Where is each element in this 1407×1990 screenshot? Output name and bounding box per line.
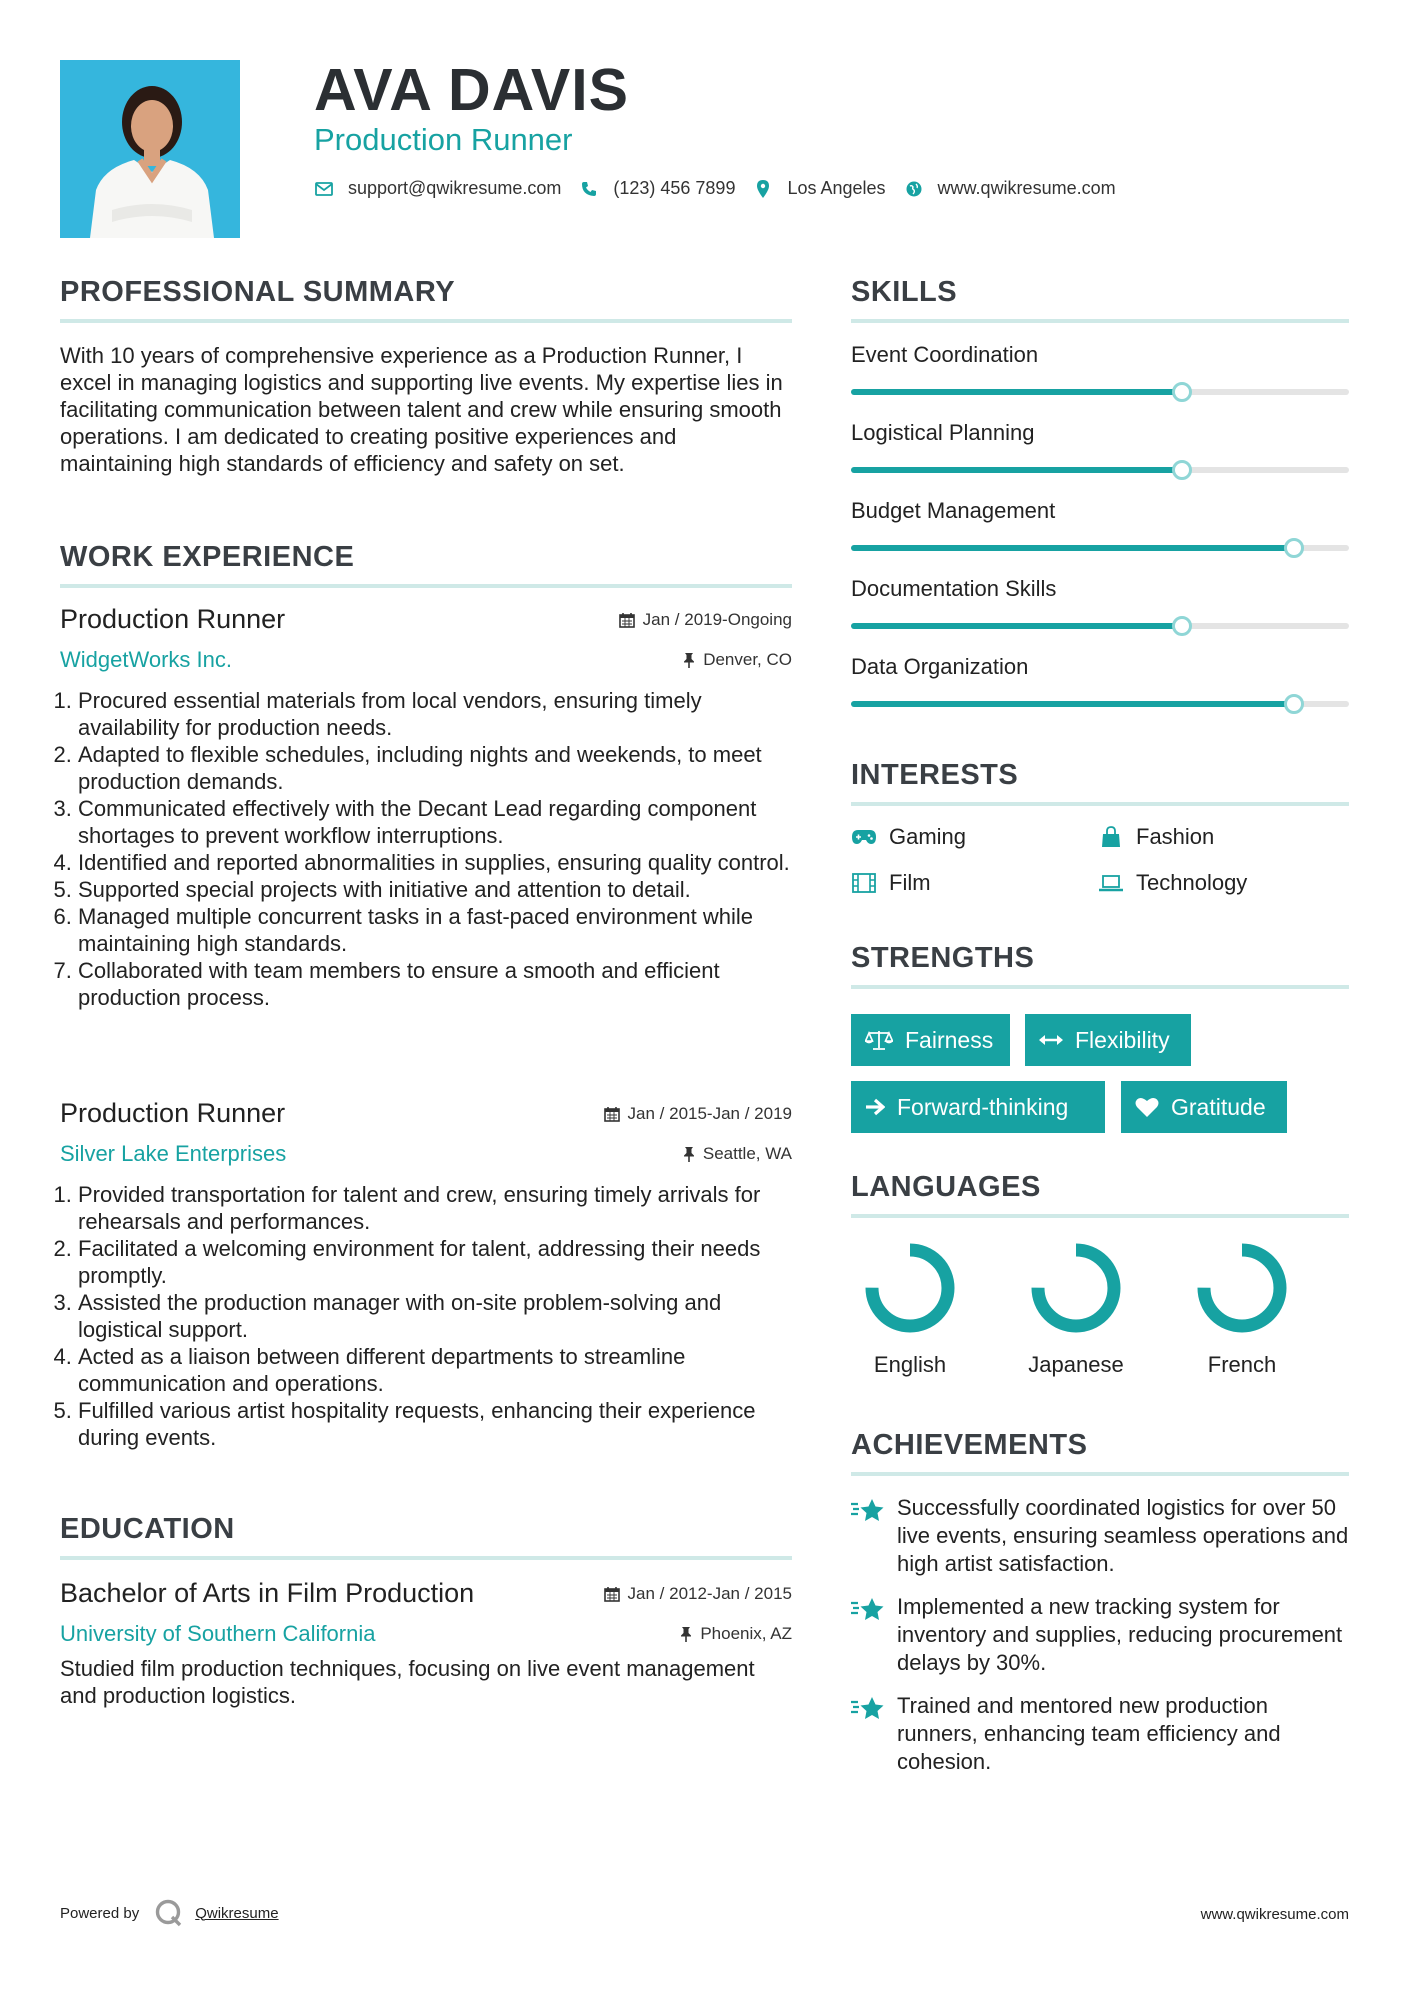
language-level-ring (862, 1240, 958, 1336)
job-title: Production Runner (60, 1098, 286, 1128)
language-level-ring (1194, 1240, 1290, 1336)
school-name: University of Southern California (60, 1621, 376, 1646)
duty-item: 2. Facilitated a welcoming environment for talent, addressing their needs promptly. (78, 1235, 792, 1289)
job-location: Denver, CO (683, 650, 792, 670)
summary-heading: PROFESSIONAL SUMMARY (60, 276, 456, 308)
skill-label: Budget Management (851, 498, 1056, 523)
skill-level-fill (851, 545, 1294, 551)
language-level-ring (1028, 1240, 1124, 1336)
company-name: WidgetWorks Inc. (60, 647, 232, 672)
interests-divider (851, 802, 1349, 806)
interest-item: Film (851, 870, 931, 896)
qwikresume-link[interactable]: Qwikresume (195, 1904, 279, 1922)
footer-website[interactable]: www.qwikresume.com (1200, 1906, 1349, 1923)
skill-label: Documentation Skills (851, 576, 1057, 601)
education-description: Studied film production techniques, focusing on live event management and production logistics. (60, 1656, 755, 1708)
skill-level-bar (851, 701, 1349, 707)
balance-scale-icon (865, 1029, 893, 1051)
language-level-arc (872, 1250, 948, 1326)
skills-heading: SKILLS (851, 276, 958, 308)
skill-level-knob (1284, 538, 1304, 558)
skill-level-bar (851, 545, 1349, 551)
duty-item: 1. Procured essential materials from local vendors, ensuring timely availability for production needs. (78, 687, 792, 741)
globe-icon (904, 179, 924, 199)
gamepad-icon (851, 826, 877, 848)
education-entry (60, 1578, 792, 1709)
map-pin-icon (753, 179, 773, 199)
achievement-item (851, 1494, 1349, 1578)
achievements-heading: ACHIEVEMENTS (851, 1429, 1088, 1461)
language-label: French (1207, 1352, 1277, 1377)
strength-badge: Forward-thinking (851, 1081, 1105, 1133)
interests-heading: INTERESTS (851, 759, 1019, 791)
star-award-icon (851, 1593, 887, 1677)
profile-photo (60, 60, 240, 238)
education-dates: Jan / 2012-Jan / 2015 (604, 1584, 792, 1604)
star-award-icon (851, 1494, 887, 1578)
job-entry (60, 1098, 792, 1451)
envelope-icon (314, 179, 334, 199)
job-entry (60, 604, 792, 1011)
website-text: www.qwikresume.com (937, 178, 1116, 198)
interest-item: Gaming (851, 824, 966, 850)
pushpin-icon (683, 652, 695, 668)
languages-divider (851, 1214, 1349, 1218)
location-text: Los Angeles (787, 178, 886, 198)
language-item (1011, 1240, 1141, 1378)
language-level-arc (1038, 1250, 1114, 1326)
duty-item: 3. Assisted the production manager with on-site problem-solving and logistical support. (78, 1289, 792, 1343)
candidate-title: Production Runner (314, 122, 573, 157)
pushpin-icon (683, 1146, 695, 1162)
arrow-right-icon (865, 1098, 885, 1116)
skill-level-fill (851, 701, 1294, 707)
contact-email[interactable] (314, 178, 561, 199)
achievement-item (851, 1692, 1349, 1776)
skill-label: Logistical Planning (851, 420, 1035, 445)
phone-text: (123) 456 7899 (613, 178, 736, 198)
calendar-icon (604, 1586, 620, 1602)
duty-item: 4. Acted as a liaison between different departments to streamline communication and operations. (78, 1343, 792, 1397)
skill-level-fill (851, 389, 1182, 395)
star-award-icon (851, 1692, 887, 1776)
job-duties (60, 687, 792, 1011)
skill-level-fill (851, 623, 1182, 629)
job-location: Seattle, WA (683, 1144, 792, 1164)
contact-bar (314, 178, 1134, 199)
duty-item: 5. Fulfilled various artist hospitality requests, enhancing their experience during events. (78, 1397, 792, 1451)
email-text: support@qwikresume.com (348, 178, 562, 198)
skill-level-knob (1172, 460, 1192, 480)
skill-level-bar (851, 389, 1349, 395)
skill-label: Event Coordination (851, 342, 1039, 367)
language-item (1177, 1240, 1307, 1378)
education-heading: EDUCATION (60, 1513, 235, 1545)
experience-heading: WORK EXPERIENCE (60, 541, 355, 573)
company-name: Silver Lake Enterprises (60, 1141, 287, 1166)
achievement-item (851, 1593, 1349, 1677)
language-label: English (873, 1352, 947, 1377)
skill-level-bar (851, 623, 1349, 629)
contact-website[interactable] (904, 178, 1116, 199)
language-label: Japanese (1028, 1352, 1124, 1377)
summary-divider (60, 319, 792, 323)
strength-badge: Flexibility (1025, 1014, 1191, 1066)
duty-item: 5. Supported special projects with initiative and attention to detail. (78, 876, 792, 903)
language-level-arc (1204, 1250, 1280, 1326)
summary-text: With 10 years of comprehensive experience as a Production Runner, I excel in managing logistics and supporting live events. My expertise lies in facilitating communication between talent and crew while ensuring smooth operations. I am dedicated to creating positive experiences and maintaining high standards of efficiency and safety on set. (60, 343, 783, 476)
strength-badge: Fairness (851, 1014, 1010, 1066)
duty-item: 2. Adapted to flexible schedules, including nights and weekends, to meet production demands. (78, 741, 792, 795)
strengths-divider (851, 985, 1349, 989)
job-title: Production Runner (60, 604, 286, 634)
contact-location (753, 178, 885, 199)
film-icon (851, 872, 877, 894)
candidate-name: AVA DAVIS (314, 57, 629, 123)
achievement-text: Trained and mentored new production runners, enhancing team efficiency and cohesion. (897, 1693, 1281, 1774)
calendar-icon (604, 1106, 620, 1122)
strengths-heading: STRENGTHS (851, 942, 1035, 974)
skill-level-knob (1172, 382, 1192, 402)
job-dates: Jan / 2019-Ongoing (619, 610, 792, 630)
duty-item: 6. Managed multiple concurrent tasks in a fast-paced environment while maintaining high standards. (78, 903, 792, 957)
skill-level-bar (851, 467, 1349, 473)
qwikresume-logo-icon (153, 1898, 185, 1928)
footer-powered-by: Powered by Qwikresume (60, 1898, 279, 1928)
shopping-bag-icon (1098, 826, 1124, 848)
phone-icon (579, 179, 599, 199)
calendar-icon (619, 612, 635, 628)
job-duties (60, 1181, 792, 1451)
languages-heading: LANGUAGES (851, 1171, 1041, 1203)
arrows-horizontal-icon (1039, 1033, 1063, 1047)
interest-item: Fashion (1098, 824, 1214, 850)
strength-badge: Gratitude (1121, 1081, 1287, 1133)
duty-item: 7. Collaborated with team members to ensure a smooth and efficient production process. (78, 957, 792, 1011)
person-portrait-image (60, 60, 240, 238)
heart-icon (1135, 1096, 1159, 1118)
experience-divider (60, 584, 792, 588)
education-divider (60, 1556, 792, 1560)
language-item (845, 1240, 975, 1378)
skill-level-knob (1284, 694, 1304, 714)
skill-level-fill (851, 467, 1182, 473)
education-location: Phoenix, AZ (680, 1624, 792, 1644)
achievement-text: Implemented a new tracking system for inventory and supplies, reducing procurement delays by 30%. (897, 1594, 1343, 1675)
skills-divider (851, 319, 1349, 323)
duty-item: 4. Identified and reported abnormalities in supplies, ensuring quality control. (78, 849, 792, 876)
achievement-text: Successfully coordinated logistics for over 50 live events, ensuring seamless operations and high artist satisfaction. (897, 1495, 1349, 1576)
duty-item: 3. Communicated effectively with the Decant Lead regarding component shortages to prevent workflow interruptions. (78, 795, 792, 849)
interest-item: Technology (1098, 870, 1247, 896)
contact-phone[interactable] (579, 178, 735, 199)
skill-label: Data Organization (851, 654, 1029, 679)
pushpin-icon (680, 1626, 692, 1642)
duty-item: 1. Provided transportation for talent and crew, ensuring timely arrivals for rehearsals and performances. (78, 1181, 792, 1235)
job-dates: Jan / 2015-Jan / 2019 (604, 1104, 792, 1124)
degree-title: Bachelor of Arts in Film Production (60, 1578, 475, 1608)
skill-level-knob (1172, 616, 1192, 636)
achievements-divider (851, 1472, 1349, 1476)
laptop-icon (1098, 872, 1124, 894)
